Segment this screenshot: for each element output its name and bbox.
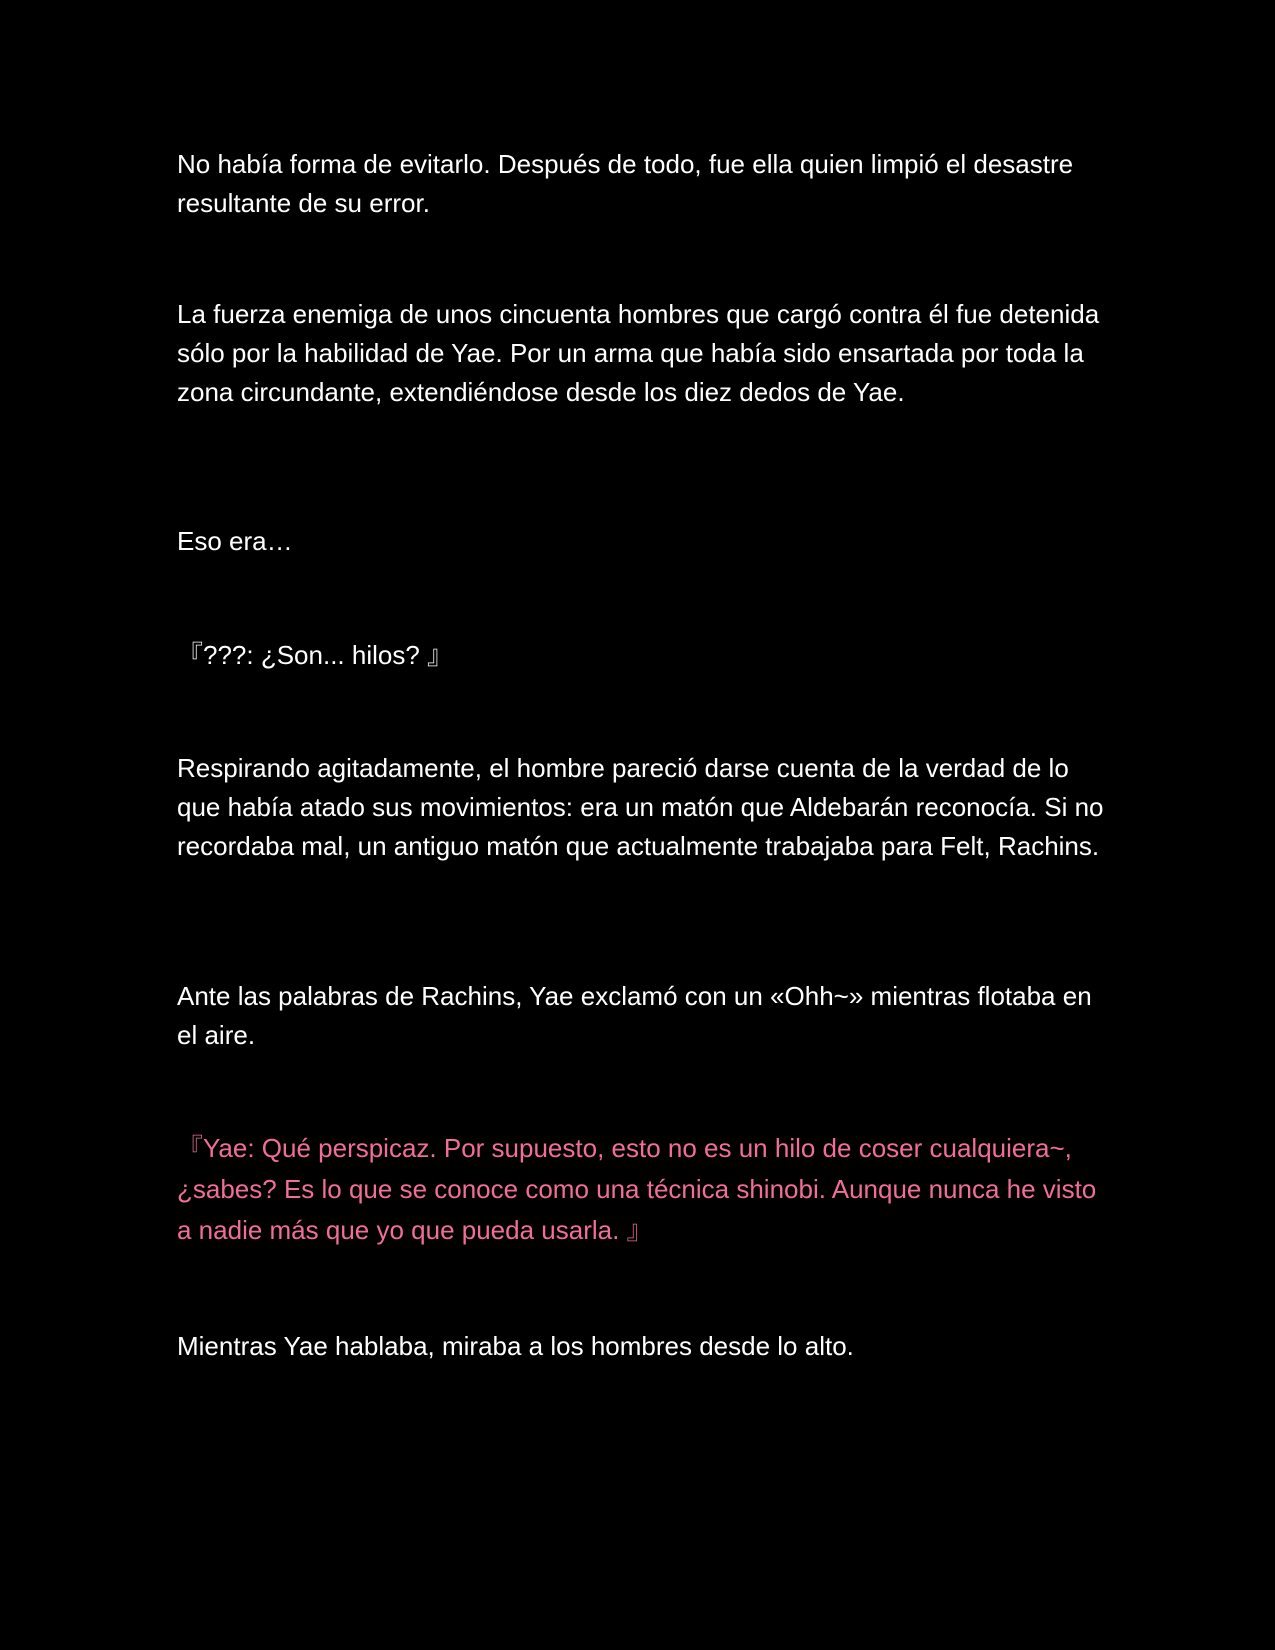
dialogue-line-unknown: 『???: ¿Son... hilos? 』 <box>177 640 454 670</box>
narration-paragraph: Mientras Yae hablaba, miraba a los hombres desde lo alto. <box>177 1331 854 1361</box>
narration-paragraph: Eso era… <box>177 526 293 556</box>
dialogue-line-yae: 『Yae: Qué perspicaz. Por supuesto, esto no es un hilo de coser cualquiera~, ¿sabes? Es lo que se conoce como una técnica shinobi. Aunque nunca he visto a nadie más que yo que pueda usarla. 』 <box>177 1133 1097 1245</box>
narration-paragraph: Respirando agitadamente, el hombre pareció darse cuenta de la verdad de lo que había atado sus movimientos: era un matón que Aldebarán reconocía. Si no recordaba mal, un antiguo matón que actualmente trabajaba para Felt, Rachins. <box>177 753 1104 861</box>
narration-paragraph: Ante las palabras de Rachins, Yae exclamó con un «Ohh~» mientras flotaba en el aire. <box>177 981 1092 1050</box>
narration-paragraph: No había forma de evitarlo. Después de todo, fue ella quien limpió el desastre resultante de su error. <box>177 149 1074 218</box>
narration-paragraph: La fuerza enemiga de unos cincuenta hombres que cargó contra él fue detenida sólo por la habilidad de Yae. Por un arma que había sido ensartada por toda la zona circundante, extendiéndose desde los diez dedos de Yae. <box>177 299 1100 407</box>
